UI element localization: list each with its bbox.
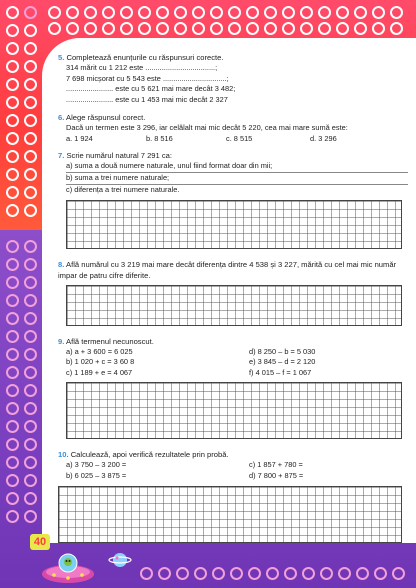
exercise-9-number: 9. [58,336,65,346]
exercise-5-number: 5. [58,53,65,62]
exercise-6-options [66,134,408,145]
exercise-8 [58,259,408,326]
exercise-7 [58,150,408,248]
equation-b: b) 1 020 + c = 3 60 8 [66,357,135,367]
page-number-badge: 40 [30,534,50,550]
option-b[interactable]: b. 8 516 [146,133,173,143]
calculation-a: a) 3 750 – 3 200 = [66,459,127,469]
answer-grid-8[interactable] [66,285,402,326]
exercise-5-line: ....................... este cu 1 453 mai mic decât 2 327 [66,95,228,105]
exercise-6-text: Dacă un termen este 3 296, iar celălalt mai mic decât 5 220, cea mai mare sumă este: [66,122,348,132]
exercise-5-line: 7 698 micșorat cu 5 543 este ...............................; [66,73,229,83]
exercise-10-number: 10. [58,449,69,459]
equation-a: a) a + 3 600 = 6 025 [66,346,133,356]
exercise-10 [58,449,408,543]
exercise-8-number: 8. [58,259,65,269]
exercise-6-number: 6. [58,112,65,122]
exercise-5 [58,52,408,106]
exercise-6 [58,112,408,144]
exercise-8-instruction: Află numărul cu 3 219 mai mare decât diferența dintre 4 538 și 3 227, mărită cu cel mai mic număr impar de patru cifre diferite. [58,259,397,280]
equation-c: c) 1 189 + e = 4 067 [66,368,133,378]
exercise-5-line: ....................... este cu 5 621 mai mare decât 3 482; [66,84,236,94]
exercise-9 [58,336,408,439]
ufo-alien-icon [38,546,98,586]
planet-icon [108,548,132,572]
option-a[interactable]: a. 1 924 [66,133,93,143]
calculation-d: d) 7 800 + 875 = [249,470,304,480]
exercise-5-line: 314 mărit cu 1 212 este ..................................; [66,63,218,72]
answer-grid-9[interactable] [66,382,402,439]
exercise-10-instruction: Calculează, apoi verifică rezultatele prin probă. [70,449,229,459]
exercise-6-title [58,112,408,123]
exercise-8-title [58,259,408,281]
exercise-7-title [58,150,408,161]
exercise-10-title [58,449,408,460]
exercise-6-instruction: Alege răspunsul corect. [66,112,146,122]
equation-e: e) 3 845 – d = 2 120 [249,357,316,367]
answer-grid-7[interactable] [66,200,402,249]
exercise-9-title [58,336,408,347]
exercise-content [58,52,408,549]
calculation-b: b) 6 025 – 3 875 = [66,470,127,480]
exercise-7-item: a) suma a două numere naturale, unul fiind format doar din mii; [66,161,408,173]
exercise-5-title [58,52,408,63]
equation-d: d) 8 250 – b = 5 030 [249,346,316,356]
equation-f: f) 4 015 – f = 1 067 [249,368,312,378]
exercise-7-item: c) diferența a trei numere naturale. [66,184,180,194]
option-d[interactable]: d. 3 296 [310,133,337,143]
answer-grid-10[interactable] [58,486,402,543]
exercise-5-instruction: Completează enunțurile cu răspunsuri corecte. [66,53,224,62]
exercise-7-item: b) suma a trei numere naturale; [66,173,408,185]
exercise-7-number: 7. [58,151,65,161]
exercise-9-instruction: Află termenul necunoscut. [66,336,154,346]
calculation-c: c) 1 857 + 780 = [249,459,303,469]
option-c[interactable]: c. 8 515 [226,133,253,143]
exercise-7-instruction: Scrie numărul natural 7 291 ca: [66,151,172,161]
